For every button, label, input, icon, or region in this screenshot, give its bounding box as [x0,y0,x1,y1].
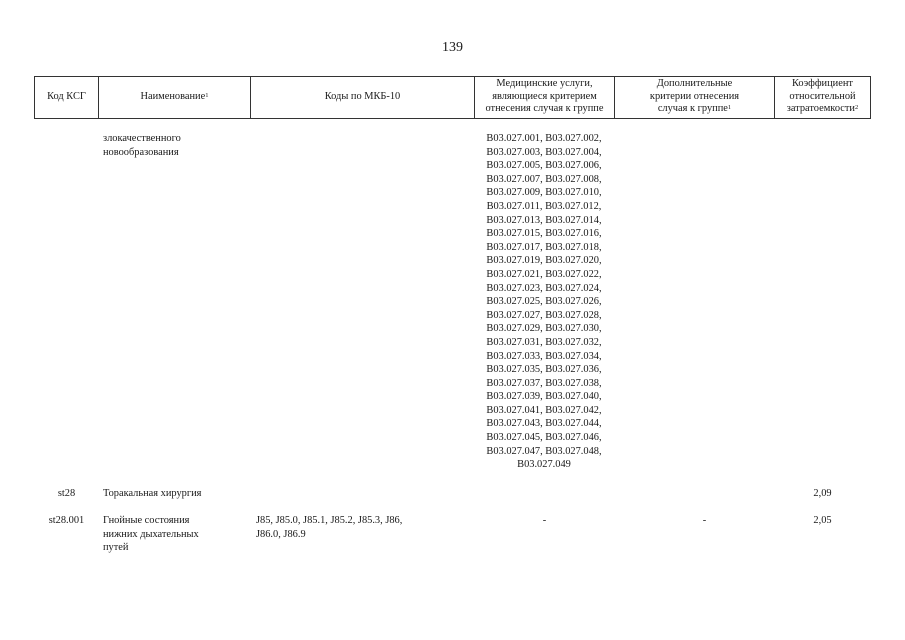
service-code-line: B03.027.039, B03.027.040, [486,391,602,403]
service-code-line: B03.027.041, B03.027.042, [486,404,602,416]
service-code-line: B03.027.009, B03.027.010, [486,187,602,199]
service-code-line: B03.027.021, B03.027.022, [486,268,602,280]
row-st28-001-mkb: J85, J85.0, J85.1, J85.2, J85.3, J86, J86.0, J86.9 [256,515,403,540]
service-code-line: B03.027.027, B03.027.028, [486,309,602,321]
service-code-line: B03.027.017, B03.027.018, [486,241,602,253]
service-code-line: B03.027.019, B03.027.020, [486,255,602,267]
service-code-line: B03.027.037, B03.027.038, [486,377,602,389]
service-code-line: B03.027.047, B03.027.048, [486,445,602,457]
header-med-services: Медицинские услуги, являющиеся критерием отнесения случая к группе [485,78,604,115]
service-code-line: B03.027.031, B03.027.032, [486,336,602,348]
header-divider [870,76,871,118]
service-code-line: B03.027.005, B03.027.006, [486,160,602,172]
service-code-line: B03.027.007, B03.027.008, [486,173,602,185]
service-code-line: B03.027.023, B03.027.024, [486,282,602,294]
service-code-line: B03.027.029, B03.027.030, [486,323,602,335]
row-st28-001-extra: - [702,515,707,526]
service-code-line: B03.027.015, B03.027.016, [486,228,602,240]
continuation-name: злокачественного новообразования [103,133,181,158]
row-st28-code: st28 [57,488,76,499]
header-mkb-codes: Коды по МКБ-10 [324,90,401,102]
service-code-line: B03.027.035, B03.027.036, [486,364,602,376]
page-number: 139 [442,40,463,55]
header-coefficient: Коэффициент относительной затратоемкости$^2$ [786,78,859,115]
service-code-line: B03.027.011, B03.027.012, [486,200,602,212]
row-st28-001-code: st28.001 [48,515,85,526]
header-ksg-code: Код КСГ [47,90,86,102]
header-extra-criteria: Дополнительные критерии отнесения случая к группе$^1$ [649,78,740,115]
service-code-line: B03.027.043, B03.027.044, [486,418,602,430]
service-code-line: B03.027.033, B03.027.034, [486,350,602,362]
row-st28-name: Торакальная хирургия [103,488,202,499]
service-code-line: B03.027.013, B03.027.014, [486,214,602,226]
row-st28-001-services: - [542,515,547,526]
row-st28-001-coefficient: 2,05 [813,515,832,526]
service-code-line: B03.027.025, B03.027.026, [486,296,602,308]
table-header-rule [34,118,871,119]
service-code-line: B03.027.049 [517,459,571,471]
row-st28-coefficient: 2,09 [813,488,832,499]
header-name: Наименование$^1$ [140,90,209,102]
service-code-line: B03.027.003, B03.027.004, [486,146,602,158]
service-code-line: B03.027.045, B03.027.046, [486,432,602,444]
service-code-line: B03.027.001, B03.027.002, [486,133,602,144]
row-st28-001-name: Гнойные состояния нижних дыхательных путей [103,515,199,554]
continuation-services [474,132,614,472]
